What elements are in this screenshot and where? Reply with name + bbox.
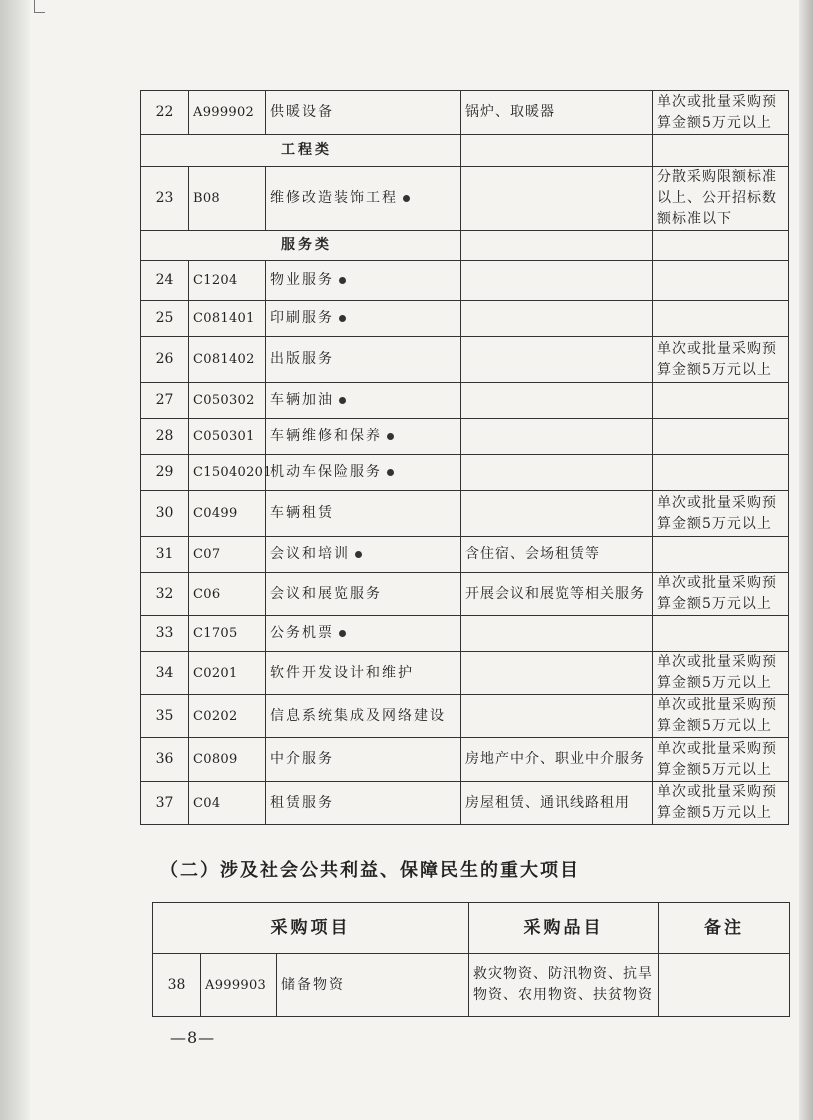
section-row <box>141 135 789 167</box>
row-code: C15040201 <box>189 455 266 491</box>
bullet-dot-icon <box>387 469 394 476</box>
row-code: C081402 <box>189 337 266 383</box>
bullet-dot-icon <box>339 630 346 637</box>
row-number: 27 <box>141 383 189 419</box>
row-name <box>266 652 461 695</box>
bullet-dot-icon <box>403 195 410 202</box>
row-number: 24 <box>141 261 189 301</box>
row-name-text: 公务机票 <box>270 625 334 641</box>
table-row <box>141 167 789 231</box>
row-category <box>461 301 653 337</box>
table-row <box>141 652 789 695</box>
row-note: 单次或批量采购预算金额5万元以上 <box>653 695 789 738</box>
row-note <box>653 261 789 301</box>
row-number: 36 <box>141 738 189 782</box>
row-category <box>461 616 653 652</box>
row-category: 锅炉、取暖器 <box>461 91 653 135</box>
row-category <box>461 455 653 491</box>
row-name <box>266 695 461 738</box>
row-number: 35 <box>141 695 189 738</box>
table-row <box>141 491 789 537</box>
row-note: 单次或批量采购预算金额5万元以上 <box>653 738 789 782</box>
row-code: C050302 <box>189 383 266 419</box>
row-code: C0201 <box>189 652 266 695</box>
row-code: C1705 <box>189 616 266 652</box>
row-number: 38 <box>153 954 201 1017</box>
row-number: 31 <box>141 537 189 573</box>
row-name <box>266 616 461 652</box>
row-name-text: 机动车保险服务 <box>270 464 382 480</box>
table-row <box>141 616 789 652</box>
row-name-text: 车辆维修和保养 <box>270 428 382 444</box>
scan-left-edge <box>0 0 30 1120</box>
row-name: 储备物资 <box>277 954 469 1017</box>
row-name-text: 中介服务 <box>270 751 334 767</box>
row-name <box>266 782 461 825</box>
section-label: 服务类 <box>141 231 461 261</box>
table-row <box>141 695 789 738</box>
row-code: C06 <box>189 573 266 616</box>
procurement-table-2 <box>152 902 790 1017</box>
row-number: 22 <box>141 91 189 135</box>
scan-corner-mark <box>34 0 45 13</box>
row-note: 单次或批量采购预算金额5万元以上 <box>653 782 789 825</box>
row-number: 33 <box>141 616 189 652</box>
row-name <box>266 261 461 301</box>
row-name <box>266 91 461 135</box>
table-row <box>141 91 789 135</box>
row-number: 29 <box>141 455 189 491</box>
section-empty-cell <box>653 231 789 261</box>
row-note <box>653 419 789 455</box>
row-category <box>461 167 653 231</box>
row-code: B08 <box>189 167 266 231</box>
table-row <box>141 337 789 383</box>
section-empty-cell <box>653 135 789 167</box>
row-name <box>266 573 461 616</box>
row-name-text: 出版服务 <box>270 351 334 367</box>
bullet-dot-icon <box>339 315 346 322</box>
row-name <box>266 337 461 383</box>
row-category: 含住宿、会场租赁等 <box>461 537 653 573</box>
row-note: 单次或批量采购预算金额5万元以上 <box>653 91 789 135</box>
table-row <box>141 738 789 782</box>
table-row <box>141 455 789 491</box>
row-code: C0202 <box>189 695 266 738</box>
row-note: 单次或批量采购预算金额5万元以上 <box>653 491 789 537</box>
row-code: A999903 <box>201 954 277 1017</box>
row-category <box>461 337 653 383</box>
row-name <box>266 738 461 782</box>
table-row <box>141 383 789 419</box>
row-code: C04 <box>189 782 266 825</box>
section-empty-cell <box>461 135 653 167</box>
row-name <box>266 455 461 491</box>
section-label: 工程类 <box>141 135 461 167</box>
row-category: 救灾物资、防汛物资、抗旱物资、农用物资、扶贫物资 <box>469 954 659 1017</box>
row-note <box>653 455 789 491</box>
row-note: 单次或批量采购预算金额5万元以上 <box>653 573 789 616</box>
row-number: 32 <box>141 573 189 616</box>
row-number: 28 <box>141 419 189 455</box>
row-category <box>461 419 653 455</box>
row-code: A999902 <box>189 91 266 135</box>
header-category: 采购品目 <box>469 903 659 954</box>
table-row <box>141 419 789 455</box>
row-name-text: 会议和培训 <box>270 546 350 562</box>
section-row <box>141 231 789 261</box>
row-code: C07 <box>189 537 266 573</box>
row-number: 34 <box>141 652 189 695</box>
row-name-text: 车辆租赁 <box>270 505 334 521</box>
row-code: C0499 <box>189 491 266 537</box>
bullet-dot-icon <box>387 433 394 440</box>
row-note: 单次或批量采购预算金额5万元以上 <box>653 337 789 383</box>
row-name <box>266 419 461 455</box>
row-number: 30 <box>141 491 189 537</box>
row-note: 分散采购限额标准以上、公开招标数额标准以下 <box>653 167 789 231</box>
header-project: 采购项目 <box>153 903 469 954</box>
row-name-text: 租赁服务 <box>270 794 334 811</box>
bullet-dot-icon <box>339 397 346 404</box>
row-name <box>266 301 461 337</box>
row-name-text: 会议和展览服务 <box>270 585 382 602</box>
procurement-table-1 <box>140 90 789 825</box>
row-code: C050301 <box>189 419 266 455</box>
table-row <box>141 573 789 616</box>
row-note <box>653 383 789 419</box>
row-note <box>653 301 789 337</box>
row-number: 37 <box>141 782 189 825</box>
row-name <box>266 383 461 419</box>
table-row <box>141 782 789 825</box>
section-empty-cell <box>461 231 653 261</box>
header-note: 备注 <box>659 903 790 954</box>
bullet-dot-icon <box>339 277 346 284</box>
row-name-text: 维修改造装饰工程 <box>270 190 398 206</box>
row-name-text: 信息系统集成及网络建设 <box>270 707 446 724</box>
row-note: 单次或批量采购预算金额5万元以上 <box>653 652 789 695</box>
row-category <box>461 491 653 537</box>
row-name-text: 印刷服务 <box>270 310 334 326</box>
table-row <box>141 537 789 573</box>
row-code: C081401 <box>189 301 266 337</box>
row-category <box>461 383 653 419</box>
row-name-text: 车辆加油 <box>270 392 334 408</box>
row-category <box>461 652 653 695</box>
scan-right-edge <box>799 0 813 1120</box>
row-name <box>266 167 461 231</box>
row-category: 开展会议和展览等相关服务 <box>461 573 653 616</box>
page-number: —8— <box>170 1028 216 1047</box>
row-number: 25 <box>141 301 189 337</box>
row-note <box>659 954 790 1017</box>
row-number: 26 <box>141 337 189 383</box>
row-category: 房屋租赁、通讯线路租用 <box>461 782 653 825</box>
table-row <box>141 301 789 337</box>
row-name <box>266 537 461 573</box>
bullet-dot-icon <box>355 551 362 558</box>
row-category <box>461 261 653 301</box>
section-2-heading: （二）涉及社会公共利益、保障民生的重大项目 <box>160 860 580 881</box>
row-note <box>653 616 789 652</box>
row-category: 房地产中介、职业中介服务 <box>461 738 653 782</box>
row-code: C1204 <box>189 261 266 301</box>
row-name-text: 物业服务 <box>270 272 334 288</box>
row-number: 23 <box>141 167 189 231</box>
row-code: C0809 <box>189 738 266 782</box>
row-name-text: 供暖设备 <box>270 104 334 120</box>
table-row <box>141 261 789 301</box>
row-name-text: 软件开发设计和维护 <box>270 664 414 681</box>
row-category <box>461 695 653 738</box>
row-name <box>266 491 461 537</box>
row-note <box>653 537 789 573</box>
